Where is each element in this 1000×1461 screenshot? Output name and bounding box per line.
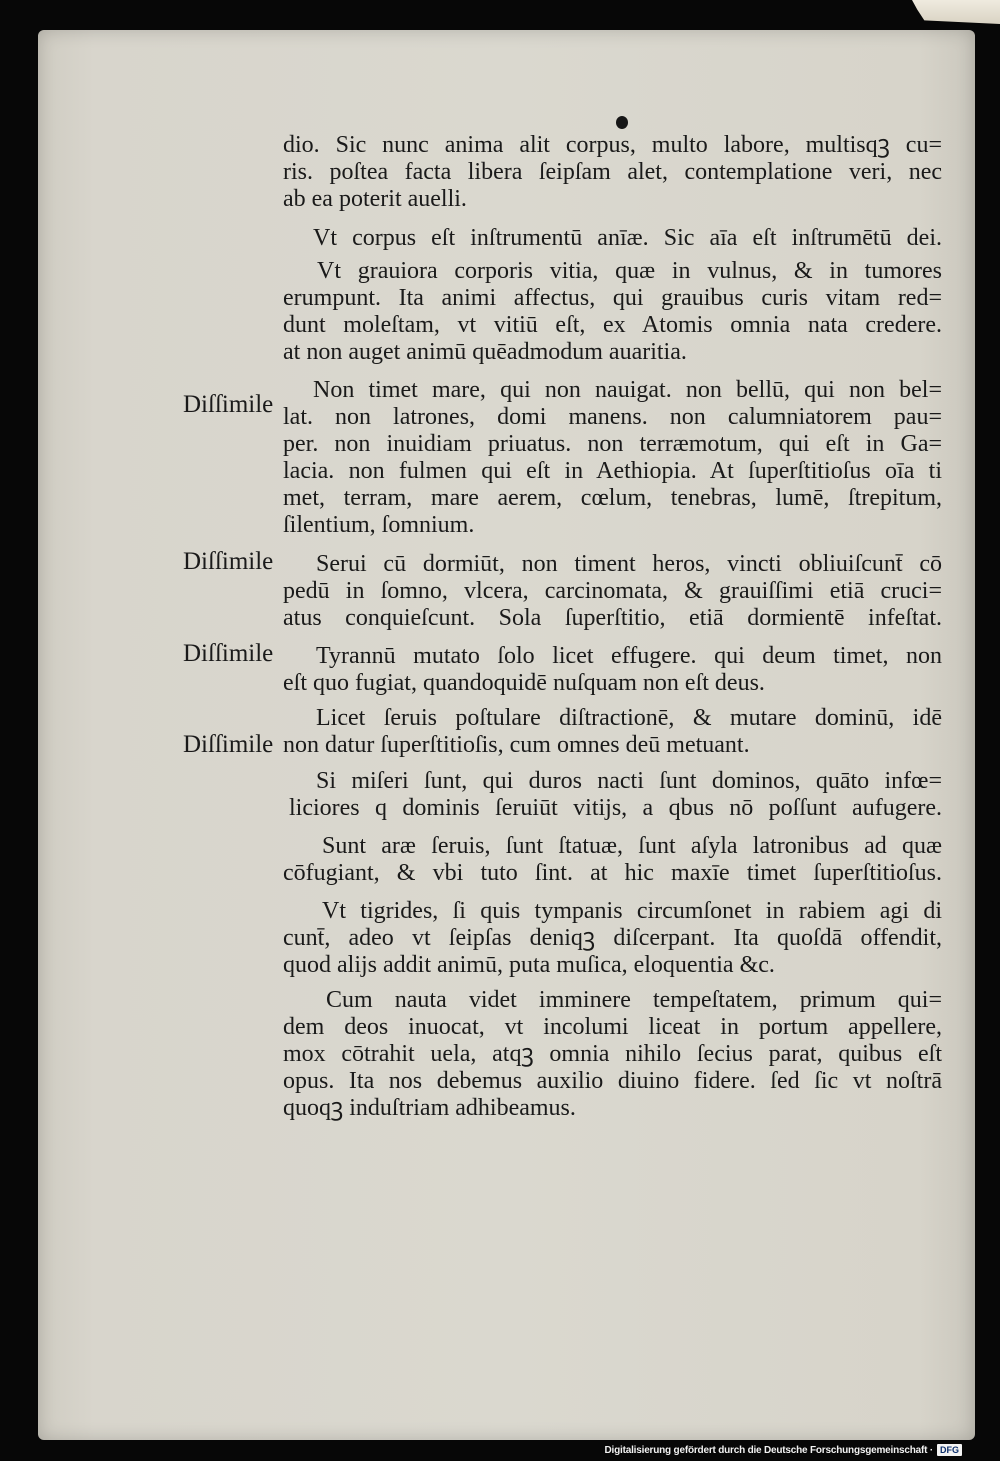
ink-blot: [616, 116, 628, 129]
paragraph: [283, 898, 942, 979]
text-line: Serui cū dormiūt, non timent heros, vincti obliuiſcunt̄ cō: [316, 550, 942, 577]
text-line: met, terram, mare aerem, cœlum, tenebras, lumē, ſtrepitum,: [283, 484, 942, 511]
text-line: liciores q dominis ſeruiūt vitijs, a qbus nō poſſunt aufugere.: [289, 794, 942, 821]
text-line: pedū in ſomno, vlcera, carcinomata, & grauiſſimi etiā cruci=: [283, 577, 942, 604]
paragraph: [283, 377, 942, 539]
text-line: Licet ſeruis poſtulare diſtractionē, & mutare dominū, idē: [316, 704, 942, 731]
text-line: ris. poſtea facta libera ſeipſam alet, contemplatione veri, nec: [283, 158, 942, 185]
paragraph: [283, 258, 942, 366]
text-line: Si miſeri ſunt, qui duros nacti ſunt dominos, quāto infœ=: [316, 767, 942, 794]
text-line: ab ea poterit auelli.: [283, 185, 467, 212]
text-line: at non auget animū quēadmodum auaritia.: [283, 338, 687, 365]
text-line: atus conquieſcunt. Sola ſuperſtitio, etiā dormientē infeſtat.: [283, 604, 942, 631]
text-line: Vt grauiora corporis vitia, quæ in vulnus, & in tumores: [317, 257, 942, 284]
text-line: dunt moleſtam, vt vitiū eſt, ex Atomis omnia nata credere.: [283, 311, 942, 338]
text-line: dem deos inuocat, vt incolumi liceat in portum appellere,: [283, 1013, 942, 1040]
text-line: ſilentium, ſomnium.: [283, 511, 475, 538]
margin-note: Diſſimile: [183, 731, 274, 758]
text-line: Vt tigrides, ſi quis tympanis circumſonet in rabiem agi di: [322, 897, 942, 924]
text-line: mox cōtrahit uela, atqꝫ omnia nihilo ſecius parat, quibus eſt: [283, 1040, 942, 1067]
dfg-logo: DFG: [937, 1444, 962, 1456]
text-line: Non timet mare, qui non nauigat. non bellū, qui non bel=: [313, 376, 942, 403]
text-line: non datur ſuperſtitioſis, cum omnes deū metuant.: [283, 731, 750, 758]
margin-note: Diſſimile: [183, 391, 274, 418]
digitization-credit: Digitalisierung gefördert durch die Deutsche Forschungsgemeinschaft ·: [604, 1444, 933, 1456]
paragraph: [283, 705, 942, 759]
text-line: cunt̄, adeo vt ſeipſas deniqꝫ diſcerpant. Ita quoſdā offendit,: [283, 924, 942, 951]
paragraph: [283, 987, 942, 1122]
text-line: Tyrannū mutato ſolo licet effugere. qui deum timet, non: [316, 642, 942, 669]
paragraph: [283, 833, 942, 887]
text-line: quod alijs addit animū, puta muſica, eloquentia &c.: [283, 951, 775, 978]
text-line: lacia. non fulmen qui eſt in Aethiopia. At ſuperſtitioſus oīa ti: [283, 457, 942, 484]
text-line: eſt quo fugiat, quandoquidē nuſquam non eſt deus.: [283, 669, 765, 696]
paragraph: [283, 132, 942, 213]
margin-note: Diſſimile: [183, 640, 274, 667]
text-line: cōfugiant, & vbi tuto ſint. at hic maxīe timet ſuperſtitioſus.: [283, 859, 942, 886]
margin-note: Diſſimile: [183, 548, 274, 575]
text-line: Sunt aræ ſeruis, ſunt ſtatuæ, ſunt aſyla latronibus ad quæ: [322, 832, 942, 859]
text-line: Cum nauta videt imminere tempeſtatem, primum qui=: [326, 986, 942, 1013]
main-text: [283, 132, 942, 1122]
page-corner-curl: [912, 0, 1000, 24]
paragraph: [283, 225, 942, 252]
text-line: erumpunt. Ita animi affectus, qui grauibus curis vitam red=: [283, 284, 942, 311]
paragraph: [283, 768, 942, 822]
text-line: quoqꝫ induſtriam adhibeamus.: [283, 1094, 576, 1121]
text-line: dio. Sic nunc anima alit corpus, multo labore, multisqꝫ cu=: [283, 131, 942, 158]
text-line: opus. Ita nos debemus auxilio diuino fidere. ſed ſic vt noſtrā: [283, 1067, 942, 1094]
text-line: per. non inuidiam priuatus. non terræmotum, qui eſt in Ga=: [283, 430, 942, 457]
text-line: lat. non latrones, domi manens. non calumniatorem pau=: [283, 403, 942, 430]
text-line: Vt corpus eſt inſtrumentū anīæ. Sic aīa eſt inſtrumētū dei.: [313, 224, 942, 251]
paragraph: [283, 551, 942, 632]
digitization-footer: [605, 1443, 962, 1457]
paragraph: [283, 643, 942, 697]
